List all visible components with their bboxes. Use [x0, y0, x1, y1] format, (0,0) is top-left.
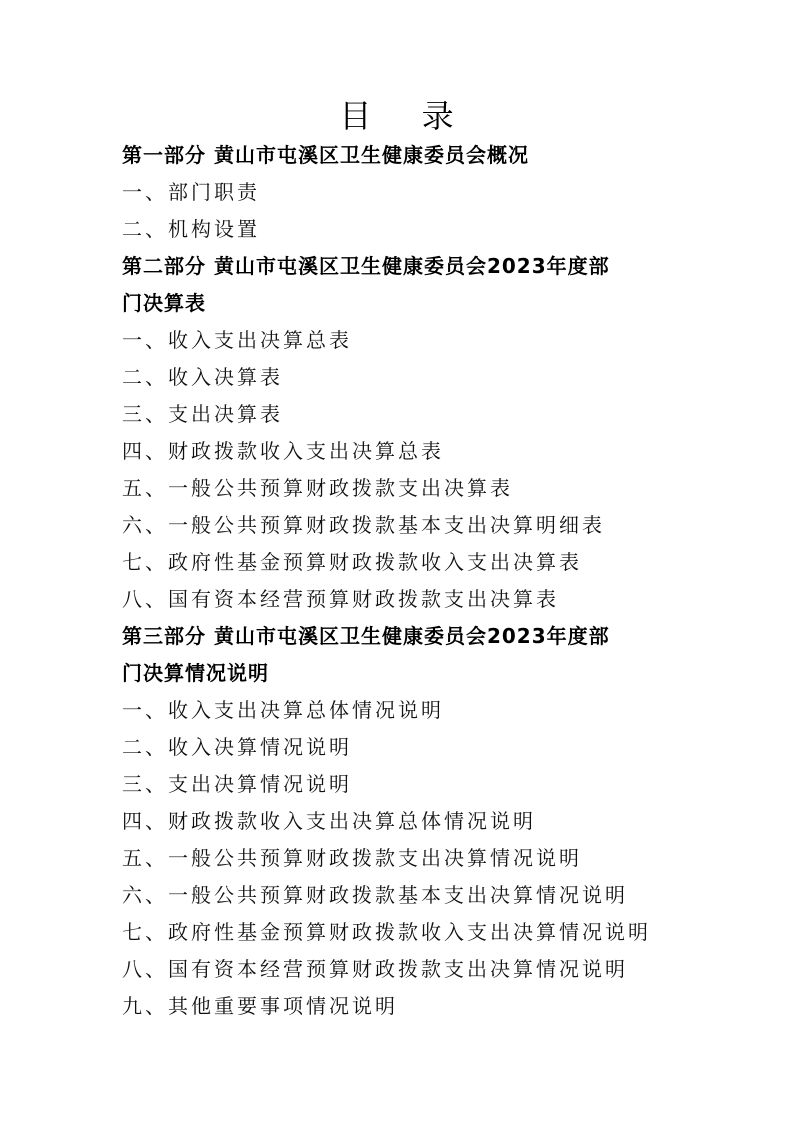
toc-line: 八、国有资本经营预算财政拨款支出决算情况说明 — [122, 957, 628, 981]
toc-line: 五、一般公共预算财政拨款支出决算情况说明 — [122, 846, 582, 870]
toc-line: 九、其他重要事项情况说明 — [122, 994, 398, 1018]
toc-line: 四、财政拨款收入支出决算总体情况说明 — [122, 809, 536, 833]
toc-line: 七、政府性基金预算财政拨款收入支出决算表 — [122, 550, 582, 574]
toc-line: 二、收入决算情况说明 — [122, 735, 352, 759]
table-of-contents — [122, 137, 682, 1025]
toc-line: 一、收入支出决算总表 — [122, 328, 352, 352]
toc-line: 八、国有资本经营预算财政拨款支出决算表 — [122, 587, 559, 611]
page-title: 目 录 — [339, 97, 474, 135]
toc-line: 一、收入支出决算总体情况说明 — [122, 698, 444, 722]
toc-line: 三、支出决算情况说明 — [122, 772, 352, 796]
toc-line: 二、收入决算表 — [122, 365, 283, 389]
toc-line: 第一部分 黄山市屯溪区卫生健康委员会概况 — [122, 143, 529, 167]
toc-line: 门决算情况说明 — [122, 661, 269, 685]
toc-line: 二、机构设置 — [122, 217, 260, 241]
toc-line: 七、政府性基金预算财政拨款收入支出决算情况说明 — [122, 920, 651, 944]
toc-line: 五、一般公共预算财政拨款支出决算表 — [122, 476, 513, 500]
toc-line: 第三部分 黄山市屯溪区卫生健康委员会2023年度部 — [122, 624, 610, 648]
toc-line: 第二部分 黄山市屯溪区卫生健康委员会2023年度部 — [122, 254, 610, 278]
toc-line: 四、财政拨款收入支出决算总表 — [122, 439, 444, 463]
toc-line: 六、一般公共预算财政拨款基本支出决算情况说明 — [122, 883, 628, 907]
toc-line: 一、部门职责 — [122, 180, 260, 204]
toc-line: 六、一般公共预算财政拨款基本支出决算明细表 — [122, 513, 605, 537]
toc-line: 门决算表 — [122, 291, 206, 315]
toc-line: 三、支出决算表 — [122, 402, 283, 426]
